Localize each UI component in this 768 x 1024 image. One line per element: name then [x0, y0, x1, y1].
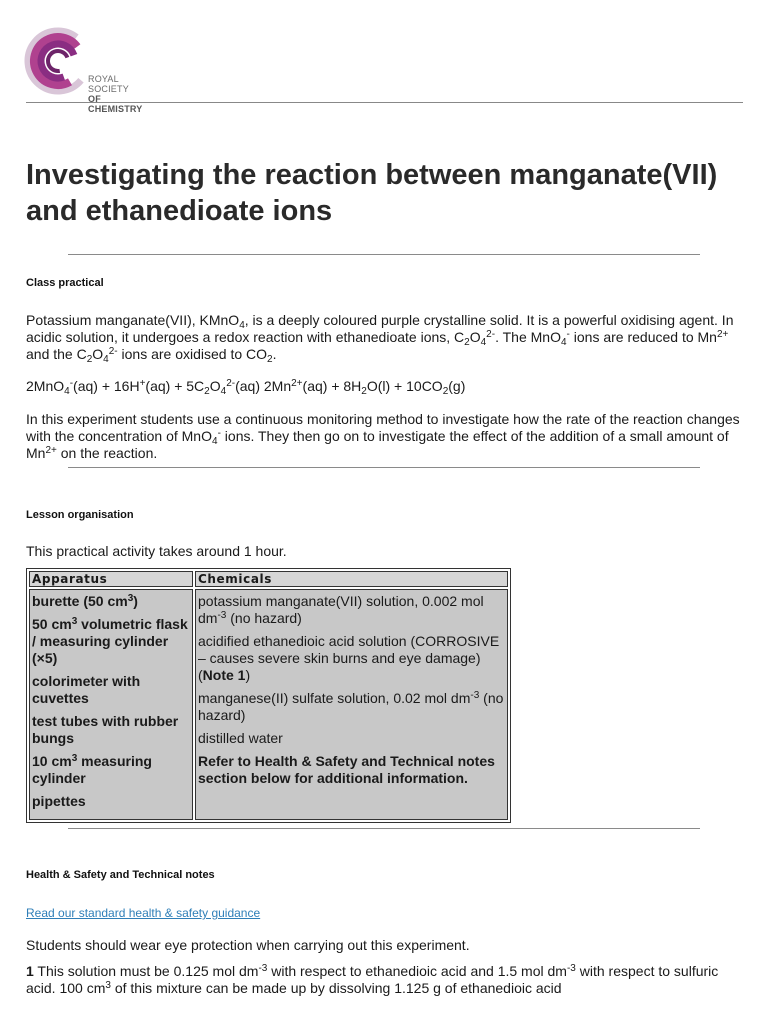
apparatus-cell	[29, 589, 193, 820]
health-safety-guidance-link[interactable]: Read our standard health & safety guidance	[26, 906, 261, 920]
apparatus-item: 10 $cm^3$ measuring cylinder	[32, 753, 152, 786]
apparatus-header: Apparatus	[29, 571, 193, 587]
chemical-item: distilled water	[198, 730, 283, 746]
rsc-logo[interactable]	[24, 22, 154, 114]
table-row	[29, 589, 508, 820]
chemical-item: acidified ethanedioic acid solution (CORROSIVE – causes severe skin burns and eye damage) (Note 1)	[198, 633, 500, 683]
reaction-equation: $2MnO_4^-(aq) + 16H^+(aq) + 5C_2O_4^{2-}(aq) 2Mn^{2+}(aq) + 8H_2O(l) + 10CO_2(g)$	[26, 378, 466, 397]
apparatus-item: colorimeter with cuvettes	[32, 673, 141, 706]
eye-protection-text: Students should wear eye protection when carrying out this experiment.	[26, 937, 470, 953]
health-safety-heading: Health & Safety and Technical notes	[26, 869, 215, 881]
chemicals-header: Chemicals	[195, 571, 508, 587]
apparatus-chemicals-table	[26, 568, 511, 823]
method-paragraph: In this experiment students use a continuous monitoring method to investigate how the rate of the reaction changes with the concentration of MnO$_4$- ions. They then go on to investigate the effect of the addition of a small amount of $Mn^{2+}$ on the reaction.	[26, 411, 740, 461]
note-1: 1 This solution must be 0.125 mol $dm^{-3}$ with respect to ethanedioic acid and 1.5 mol $dm^{-3}$ with respect to sulfuric acid. 100 $cm^3$ of this mixture can be made up by dissolving 1.125 g of ethanedioic acid	[26, 963, 719, 996]
class-practical-heading: Class practical	[26, 277, 104, 289]
header-divider	[26, 102, 743, 103]
logo-line-1: ROYAL SOCIETY	[88, 74, 129, 94]
apparatus-item: 50 $cm^3$ volumetric flask / measuring cylinder (×5)	[32, 616, 188, 666]
chemical-item: Refer to Health & Safety and Technical notes section below for additional information.	[198, 753, 495, 786]
apparatus-item: burette (50 $cm^3$)	[32, 593, 138, 609]
duration-text: This practical activity takes around 1 hour.	[26, 543, 287, 559]
lesson-organisation-heading: Lesson organisation	[26, 509, 134, 521]
table-header-row	[29, 571, 508, 587]
chemicals-cell	[195, 589, 508, 820]
section-divider	[68, 828, 700, 829]
intro-paragraph: Potassium manganate(VII), KMnO$_4$, is a deeply coloured purple crystalline solid. It is a powerful oxidising agent. In acidic solution, it undergoes a redox reaction with ethanedioate ions, $C_2O_4^{2-}$. The MnO$_4$- ions are reduced to $Mn^{2+}$ and the $C_2O_4^{2-}$ ions are oxidised to $CO_2$.	[26, 312, 734, 365]
apparatus-item: pipettes	[32, 793, 86, 809]
rsc-logo-mark-icon	[24, 22, 94, 100]
chemical-item: potassium manganate(VII) solution, 0.002 mol $dm^{-3}$ (no hazard)	[198, 593, 484, 626]
logo-wordmark	[88, 74, 154, 114]
title-divider	[68, 254, 700, 255]
chemical-item: manganese(II) sulfate solution, 0.02 mol $dm^{-3}$ (no hazard)	[198, 690, 504, 723]
page-title: Investigating the reaction between manganate(VII) and ethanedioate ions	[26, 159, 718, 227]
apparatus-item: test tubes with rubber bungs	[32, 713, 179, 746]
logo-line-2: OF CHEMISTRY	[88, 94, 143, 114]
section-divider	[68, 467, 700, 468]
